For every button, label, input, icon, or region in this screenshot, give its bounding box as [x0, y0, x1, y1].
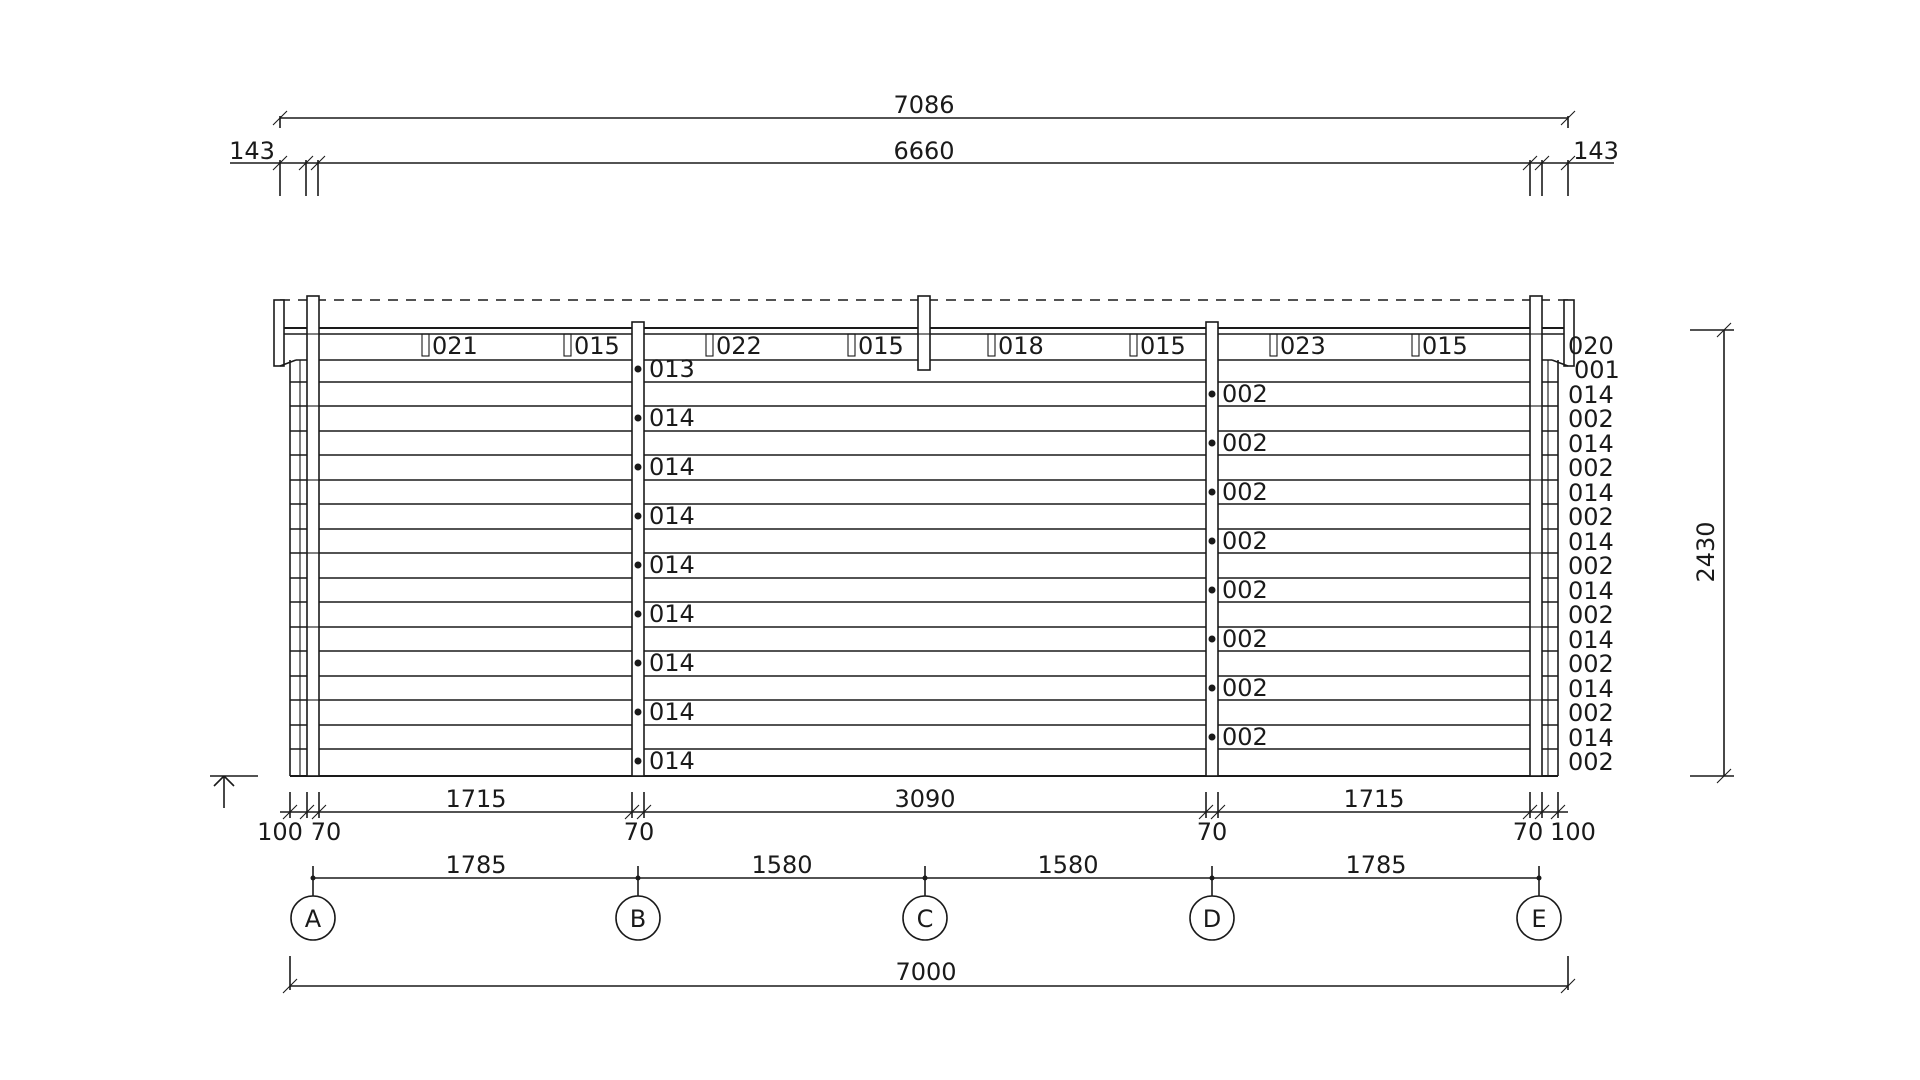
post-b-label: 014 — [649, 551, 695, 579]
right-labels — [1568, 332, 1620, 776]
post-b-label: 014 — [649, 502, 695, 530]
post-B — [632, 322, 644, 776]
end-log-ends — [300, 360, 1548, 776]
right-label: 014 — [1568, 626, 1614, 654]
dim-post-width: 70 — [310, 818, 342, 846]
post-b-labels — [649, 355, 695, 775]
right-label: 014 — [1568, 430, 1614, 458]
post-b-label: 014 — [649, 649, 695, 677]
dim-axis-spacing: 1785 — [445, 851, 507, 879]
top-label: 015 — [858, 332, 904, 360]
dim-overall-bottom: 7000 — [895, 958, 957, 986]
post-E — [1530, 296, 1542, 776]
top-label: 021 — [432, 332, 478, 360]
level-marker-icon — [210, 776, 258, 808]
post-d-label: 002 — [1222, 429, 1268, 457]
post-b-label: 014 — [649, 747, 695, 775]
dim-post-width: 70 — [1512, 818, 1544, 846]
post-C-stub — [918, 296, 930, 370]
post-d-label: 002 — [1222, 380, 1268, 408]
right-label: 002 — [1568, 503, 1614, 531]
top-label: 023 — [1280, 332, 1326, 360]
right-label: 014 — [1568, 675, 1614, 703]
overall-bottom-dimension — [283, 956, 1575, 993]
right-label: 002 — [1568, 552, 1614, 580]
right-label: 002 — [1568, 699, 1614, 727]
post-b-label: 014 — [649, 404, 695, 432]
dim-left-overhang: 143 — [229, 137, 275, 165]
axis-spacing-dimensions — [311, 851, 1542, 896]
right-label: 020 — [1568, 332, 1614, 360]
post-b-label: 014 — [649, 698, 695, 726]
right-label: 002 — [1568, 405, 1614, 433]
axis-label: A — [304, 905, 322, 933]
height-dimension — [1690, 323, 1734, 783]
dim-inner-top: 6660 — [893, 137, 955, 165]
dim-post-width: 70 — [623, 818, 655, 846]
dim-axis-spacing: 1580 — [1037, 851, 1099, 879]
dim-bay: 1715 — [445, 785, 507, 813]
post-d-label: 002 — [1222, 478, 1268, 506]
right-label: 002 — [1568, 601, 1614, 629]
post-d-labels — [1222, 380, 1268, 751]
axis-label: D — [1202, 905, 1222, 933]
dim-bay: 3090 — [894, 785, 956, 813]
post-d-label: 002 — [1222, 576, 1268, 604]
dim-end-offset: 100 — [1550, 818, 1596, 846]
log-courses — [290, 382, 1558, 776]
post-d-label: 002 — [1222, 723, 1268, 751]
post-d-label: 002 — [1222, 674, 1268, 702]
post-d-label: 002 — [1222, 625, 1268, 653]
right-label: 002 — [1568, 748, 1614, 776]
dim-right-overhang: 143 — [1573, 137, 1619, 165]
dim-end-offset: 100 — [257, 818, 303, 846]
post-A — [307, 296, 319, 776]
top-dimensions — [229, 91, 1619, 196]
post-D — [1206, 322, 1218, 776]
dim-axis-spacing: 1580 — [751, 851, 813, 879]
top-labels — [432, 332, 1468, 360]
right-label: 014 — [1568, 479, 1614, 507]
dim-post-width: 70 — [1196, 818, 1228, 846]
right-label: 014 — [1568, 381, 1614, 409]
axis-label: B — [629, 905, 647, 933]
right-label: 002 — [1568, 650, 1614, 678]
posts — [307, 296, 1542, 776]
dim-axis-spacing: 1785 — [1345, 851, 1407, 879]
bay-dimensions — [257, 785, 1596, 846]
top-label: 015 — [1140, 332, 1186, 360]
top-label: 015 — [1422, 332, 1468, 360]
dim-height: 2430 — [1692, 521, 1720, 583]
post-b-label: 013 — [649, 355, 695, 383]
post-b-label: 014 — [649, 453, 695, 481]
right-label: 014 — [1568, 528, 1614, 556]
right-label: 002 — [1568, 454, 1614, 482]
dim-overall-top: 7086 — [893, 91, 955, 119]
axis-label: C — [916, 905, 934, 933]
axis-label: E — [1531, 905, 1547, 933]
top-label: 018 — [998, 332, 1044, 360]
wall-elevation — [274, 296, 1620, 776]
right-label: 014 — [1568, 577, 1614, 605]
post-segment-ticks — [307, 334, 1542, 700]
top-label: 022 — [716, 332, 762, 360]
post-b-label: 014 — [649, 600, 695, 628]
right-label: 014 — [1568, 724, 1614, 752]
right-label: 001 — [1574, 356, 1620, 384]
post-d-label: 002 — [1222, 527, 1268, 555]
grid-axis-markers — [291, 896, 1561, 940]
dim-bay: 1715 — [1343, 785, 1405, 813]
top-label: 015 — [574, 332, 620, 360]
